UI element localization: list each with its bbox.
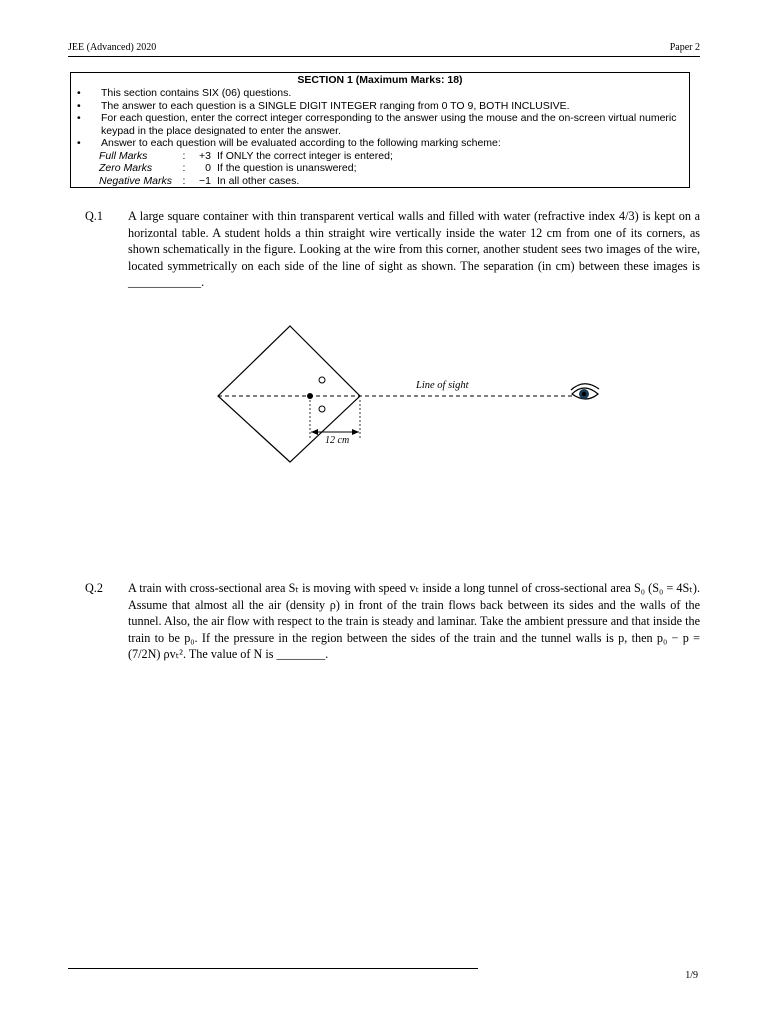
container-figure	[210, 320, 610, 470]
marking-row-zero: Zero Marks : 0 If the question is unanswered;	[99, 162, 357, 174]
bullet-icon: •	[77, 87, 81, 99]
marking-row-full: Full Marks : +3 If ONLY the correct integer is entered;	[99, 149, 393, 162]
section-title: SECTION 1 (Maximum Marks: 18)	[297, 74, 463, 86]
instruction-item: • For each question, enter the correct integer corresponding to the answer using the mouse and the on-screen virtual numeric keypad in the place designated to enter the answer.	[77, 112, 677, 137]
arrow-head-right	[352, 429, 359, 435]
instructions-box	[70, 72, 690, 188]
header-divider	[68, 56, 700, 57]
question-text: A large square container with thin transparent vertical walls and filled with water (refractive index 4/3) is kept on a horizontal table. A student holds a thin straight wire vertically inside the water 12 cm from one of its corners, as shown schematically in the figure. Looking at the wire from this corner, another student sees two images of the wire, located symmetrically on each side of the line of sight as shown. The separation (in cm) between these images is ____________.	[128, 209, 700, 289]
footer-divider	[68, 968, 478, 969]
eye-icon	[571, 384, 599, 399]
wire-image-lower	[319, 406, 325, 412]
question-number: Q.1	[85, 209, 103, 223]
instruction-item: • This section contains SIX (06) questions.	[77, 87, 292, 99]
bullet-icon: •	[77, 137, 81, 149]
header-paper: Paper 2	[669, 42, 700, 53]
header-exam-name: JEE (Advanced) 2020	[68, 42, 157, 53]
instruction-list	[71, 87, 689, 150]
marking-row-negative: Negative Marks : −1 In all other cases.	[99, 174, 300, 187]
distance-label: 12 cm	[325, 435, 350, 446]
arrow-head-left	[311, 429, 318, 435]
bullet-icon: •	[77, 112, 81, 124]
line-of-sight-label: Line of sight	[416, 380, 469, 391]
instruction-item: • The answer to each question is a SINGLE DIGIT INTEGER ranging from 0 TO 9, BOTH INCLUSIVE.	[77, 99, 570, 112]
bullet-icon: •	[77, 99, 81, 112]
instruction-item: • Answer to each question will be evaluated according to the following marking scheme:	[77, 137, 501, 149]
question-text: A train with cross-sectional area Sₜ is moving with speed vₜ inside a long tunnel of cross-sectional area S₀ (S₀ = 4Sₜ). Assume that almost all the air (density ρ) in front of the train flows back between its sides and the walls of the tunnel. Also, the air flow with respect to the train is steady and laminar. Take the ambient pressure and that inside the train to be p₀. If the pressure in the region between the sides of the train and the tunnel walls is p, then p₀ − p = (7/2N) ρvₜ². The value of N is ________.	[128, 581, 700, 661]
wire-image-upper	[319, 377, 325, 383]
wire-position	[307, 393, 313, 399]
page-number: 1/9	[685, 970, 698, 981]
question-number: Q.2	[85, 581, 103, 595]
